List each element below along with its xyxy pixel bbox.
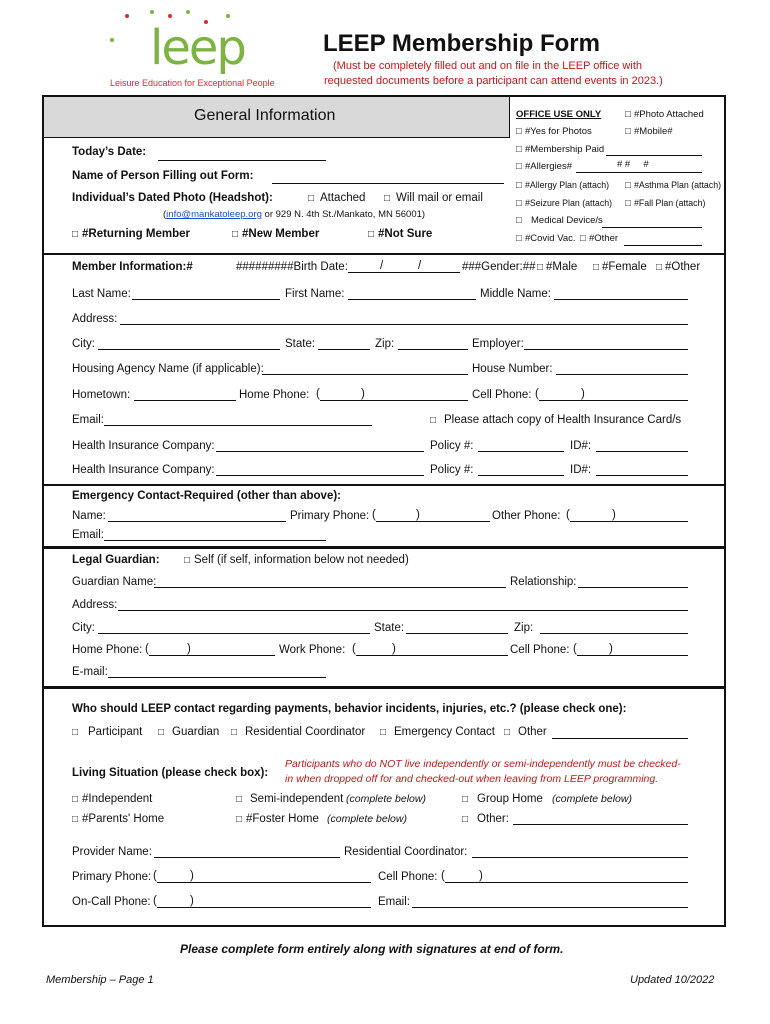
other-contact-option: Other	[518, 726, 547, 738]
person-filling-label: Name of Person Filling out Form:	[72, 170, 254, 182]
email-link[interactable]: info@mankatoleep.org	[166, 209, 262, 220]
guardian-zip-field[interactable]	[540, 633, 688, 634]
allergy-plan: #Allergy Plan (attach)	[525, 180, 610, 190]
guardian-home-paren-close: )	[187, 643, 191, 655]
fall-plan: #Fall Plan (attach)	[634, 198, 706, 208]
photo-label: Individual’s Dated Photo (Headshot):	[72, 192, 273, 204]
logo-dot	[168, 14, 172, 18]
allergies-hashes: # # #	[617, 159, 649, 170]
header-note-1: (Must be completely filled out and on file in the LEEP office with	[333, 60, 642, 72]
emergency-other-field[interactable]	[570, 521, 688, 522]
office-other: #Other	[589, 233, 619, 244]
foster-note: (complete below)	[327, 813, 407, 825]
hometown-label: Hometown:	[72, 389, 131, 401]
insurance-co-field-2[interactable]	[216, 475, 424, 476]
will-mail-label: Will mail or email	[396, 192, 483, 204]
contact-living-section	[42, 687, 726, 927]
guardian-cell-paren-open: (	[573, 643, 577, 655]
city-label: City:	[72, 338, 95, 350]
female-checkbox[interactable]: □	[593, 262, 600, 273]
independent-label: #Independent	[82, 793, 153, 805]
allergy-plan-checkbox[interactable]: □	[516, 180, 522, 191]
logo-dot	[125, 14, 129, 18]
emergency-primary-field[interactable]	[376, 521, 490, 522]
oncall-field[interactable]	[157, 907, 371, 908]
birth-date-slash-2: /	[418, 260, 422, 272]
cell-phone-field[interactable]	[539, 400, 688, 401]
mobile-checkbox[interactable]: □	[625, 126, 631, 137]
emergency-other-paren-close: )	[612, 509, 616, 521]
mobile: #Mobile#	[634, 126, 673, 137]
membership-paid-checkbox[interactable]: □	[516, 144, 522, 155]
home-phone-label: Home Phone:	[239, 389, 310, 401]
logo-word: leep	[150, 20, 245, 76]
zip-label: Zip:	[375, 338, 395, 350]
guardian-city-label: City:	[72, 622, 95, 634]
address-field[interactable]	[120, 324, 688, 325]
not-sure-checkbox[interactable]: □	[368, 229, 375, 240]
state-label: State:	[285, 338, 316, 350]
living-email-field[interactable]	[412, 907, 688, 908]
header-note-2: requested documents before a participant can attend events in 2023.)	[324, 75, 663, 87]
guardian-email-field[interactable]	[108, 677, 326, 678]
covid: #Covid Vac.	[525, 233, 576, 244]
policy-field-2[interactable]	[478, 475, 564, 476]
emergency-name-label: Name:	[72, 510, 106, 522]
res-coord-checkbox[interactable]: □	[231, 727, 238, 738]
emergency-other-paren-open: (	[566, 509, 570, 521]
first-name-label: First Name:	[285, 288, 345, 300]
birth-date-label: #########Birth Date:	[236, 261, 348, 273]
not-sure-label: #Not Sure	[378, 228, 433, 240]
home-phone-field[interactable]	[320, 400, 468, 401]
guardian-name-label: Guardian Name:	[72, 576, 157, 588]
res-coord-option: Residential Coordinator	[245, 726, 366, 738]
relationship-label: Relationship:	[510, 576, 577, 588]
emergency-primary-paren-close: )	[416, 509, 420, 521]
male-checkbox[interactable]: □	[537, 262, 544, 273]
photo-attached-checkbox[interactable]: □	[625, 109, 631, 120]
middle-name-field[interactable]	[554, 299, 688, 300]
oncall-paren-close: )	[190, 895, 194, 907]
male-label: #Male	[546, 261, 578, 273]
covid-checkbox[interactable]: □	[516, 233, 522, 244]
birth-date-slash-1: /	[380, 260, 384, 272]
guardian-state-label: State:	[374, 622, 405, 634]
last-name-field[interactable]	[132, 299, 280, 300]
policy-label-1: Policy #:	[430, 440, 474, 452]
will-mail-checkbox[interactable]: □	[384, 193, 391, 204]
relationship-field[interactable]	[578, 587, 688, 588]
house-number-field[interactable]	[556, 374, 688, 375]
hometown-field[interactable]	[134, 400, 236, 401]
emergency-primary-paren-open: (	[372, 509, 376, 521]
guardian-email-label: E-mail:	[72, 666, 108, 678]
guardian-section	[42, 547, 726, 688]
semi-checkbox[interactable]: □	[236, 794, 243, 805]
insurance-co-label-2: Health Insurance Company:	[72, 464, 215, 476]
address-label: Address:	[72, 313, 118, 325]
emergency-contact-option: Emergency Contact	[394, 726, 495, 738]
gender-label: ###Gender:##	[462, 261, 536, 273]
cell-phone-paren-open: (	[535, 388, 539, 400]
todays-date-field[interactable]	[158, 160, 326, 161]
guardian-cell-phone-field[interactable]	[577, 655, 688, 656]
id-field-2[interactable]	[596, 475, 688, 476]
parents-label: #Parents' Home	[82, 813, 165, 825]
insurance-co-field-1[interactable]	[216, 451, 424, 452]
contact-question: Who should LEEP contact regarding payments, behavior incidents, injuries, etc.? (please check one):	[72, 703, 627, 715]
living-cell-field[interactable]	[445, 882, 688, 883]
member-info-label: Member Information:#	[72, 261, 193, 273]
other-contact-checkbox[interactable]: □	[504, 727, 511, 738]
policy-label-2: Policy #:	[430, 464, 474, 476]
guardian-zip-label: Zip:	[514, 622, 534, 634]
oncall-paren-open: (	[153, 895, 157, 907]
cell-phone-paren-close: )	[581, 388, 585, 400]
insurance-co-label-1: Health Insurance Company:	[72, 440, 215, 452]
housing-label: Housing Agency Name (if applicable):	[72, 363, 264, 375]
participant-checkbox[interactable]: □	[72, 727, 79, 738]
cell-phone-label: Cell Phone:	[472, 389, 532, 401]
employer-field[interactable]	[524, 349, 688, 350]
parents-checkbox[interactable]: □	[72, 814, 79, 825]
page-number: Membership – Page 1	[46, 974, 154, 986]
guardian-heading: Legal Guardian:	[72, 554, 160, 566]
living-cell-paren-close: )	[479, 870, 483, 882]
home-phone-paren-close: )	[361, 388, 365, 400]
returning-checkbox[interactable]: □	[72, 229, 79, 240]
page-title: LEEP Membership Form	[323, 30, 600, 57]
insurance-card-checkbox[interactable]: □	[430, 415, 437, 426]
primary-phone-paren-open: (	[153, 870, 157, 882]
email-label: Email:	[72, 414, 104, 426]
photo-attached: #Photo Attached	[634, 109, 704, 120]
other-contact-field[interactable]	[552, 738, 688, 739]
semi-note: (complete below)	[346, 793, 426, 805]
policy-field-1[interactable]	[478, 451, 564, 452]
mail-address	[163, 209, 425, 220]
house-number-label: House Number:	[472, 363, 553, 375]
emergency-email-field[interactable]	[104, 540, 326, 541]
updated-date: Updated 10/2022	[630, 974, 715, 986]
employer-label: Employer:	[472, 338, 524, 350]
yes-photos-checkbox[interactable]: □	[516, 126, 522, 137]
fall-plan-checkbox[interactable]: □	[625, 198, 631, 209]
logo-dot	[110, 38, 114, 42]
primary-phone-field[interactable]	[157, 882, 371, 883]
logo-tagline: Leisure Education for Exceptional People	[110, 78, 275, 88]
other-living-checkbox[interactable]: □	[462, 814, 469, 825]
todays-date-label: Today’s Date:	[72, 146, 147, 158]
general-heading: General Information	[194, 107, 336, 124]
seizure-plan-checkbox[interactable]: □	[516, 198, 522, 209]
group-home-note: (complete below)	[552, 793, 632, 805]
office-other-field[interactable]	[624, 245, 702, 246]
new-checkbox[interactable]: □	[232, 229, 239, 240]
first-name-field[interactable]	[348, 299, 476, 300]
living-email-label: Email:	[378, 896, 410, 908]
footer-note: Please complete form entirely along with signatures at end of form.	[180, 942, 564, 956]
paren-open: (	[163, 209, 167, 220]
other-checkbox[interactable]: □	[580, 233, 586, 244]
returning-label: #Returning Member	[82, 228, 190, 240]
guardian-address-field[interactable]	[118, 610, 688, 611]
person-filling-field[interactable]	[272, 183, 504, 184]
medical-devices-checkbox[interactable]: □	[516, 215, 522, 226]
insurance-card-note: Please attach copy of Health Insurance Card/s	[444, 414, 682, 426]
birth-date-field[interactable]	[348, 272, 460, 273]
living-note-2: in when dropped off for and checked-out when leaving from LEEP programming.	[285, 773, 659, 785]
living-cell-label: Cell Phone:	[378, 871, 438, 883]
emergency-heading: Emergency Contact-Required (other than above):	[72, 490, 342, 502]
membership-paid: #Membership Paid	[525, 144, 605, 155]
logo-dot	[186, 10, 190, 14]
new-label: #New Member	[242, 228, 320, 240]
provider-field[interactable]	[154, 857, 340, 858]
logo-dot	[150, 10, 154, 14]
female-label: #Female	[602, 261, 647, 273]
guardian-state-field[interactable]	[406, 633, 508, 634]
guardian-self-checkbox[interactable]: □	[184, 555, 191, 566]
medical-devices-field[interactable]	[602, 227, 702, 228]
id-label-2: ID#:	[570, 464, 592, 476]
emergency-contact-checkbox[interactable]: □	[380, 727, 387, 738]
yes-photos: #Yes for Photos	[525, 126, 592, 137]
other-gender-checkbox[interactable]: □	[656, 262, 663, 273]
primary-phone-label: Primary Phone:	[72, 871, 152, 883]
allergies: #Allergies#	[525, 161, 572, 172]
guardian-cell-paren-close: )	[609, 643, 613, 655]
guardian-home-paren-open: (	[145, 643, 149, 655]
foster-label: #Foster Home	[246, 813, 319, 825]
res-coord-label: Residential Coordinator:	[344, 846, 468, 858]
last-name-label: Last Name:	[72, 288, 131, 300]
allergies-checkbox[interactable]: □	[516, 161, 522, 172]
group-home-checkbox[interactable]: □	[462, 794, 469, 805]
emergency-name-field[interactable]	[108, 521, 286, 522]
logo-dot	[226, 14, 230, 18]
home-phone-paren-open: (	[316, 388, 320, 400]
emergency-email-label: Email:	[72, 529, 104, 541]
seizure-plan: #Seizure Plan (attach)	[525, 198, 613, 208]
office-title: OFFICE USE ONLY	[516, 109, 602, 120]
group-home-label: Group Home	[477, 793, 543, 805]
guardian-option: Guardian	[172, 726, 220, 738]
guardian-work-phone-field[interactable]	[356, 655, 508, 656]
guardian-self-label: Self (if self, information below not needed)	[194, 554, 409, 566]
state-field[interactable]	[318, 349, 370, 350]
other-living-field[interactable]	[513, 824, 688, 825]
id-field-1[interactable]	[596, 451, 688, 452]
allergies-field[interactable]	[576, 172, 702, 173]
emergency-primary-label: Primary Phone:	[290, 510, 370, 522]
guardian-work-paren-close: )	[392, 643, 396, 655]
living-heading: Living Situation (please check box):	[72, 767, 269, 779]
address-tail: or 929 N. 4th St./Mankato, MN 56001)	[261, 209, 426, 220]
foster-checkbox[interactable]: □	[236, 814, 243, 825]
guardian-home-phone-label: Home Phone:	[72, 644, 143, 656]
emergency-other-label: Other Phone:	[492, 510, 561, 522]
attached-label: Attached	[320, 192, 366, 204]
guardian-work-phone-label: Work Phone:	[279, 644, 346, 656]
other-living-label: Other:	[477, 813, 509, 825]
guardian-name-field[interactable]	[154, 587, 506, 588]
email-field[interactable]	[104, 425, 372, 426]
asthma-plan: #Asthma Plan (attach)	[634, 180, 722, 190]
living-cell-paren-open: (	[441, 870, 445, 882]
membership-paid-field[interactable]	[606, 155, 702, 156]
zip-field[interactable]	[398, 349, 468, 350]
guardian-work-paren-open: (	[352, 643, 356, 655]
other-gender-label: #Other	[665, 261, 701, 273]
housing-field[interactable]	[262, 374, 468, 375]
city-field[interactable]	[98, 349, 280, 350]
guardian-home-phone-field[interactable]	[149, 655, 275, 656]
guardian-checkbox[interactable]: □	[158, 727, 165, 738]
participant-option: Participant	[88, 726, 143, 738]
guardian-city-field[interactable]	[98, 633, 370, 634]
semi-label: Semi-independent	[250, 793, 344, 805]
asthma-plan-checkbox[interactable]: □	[625, 180, 631, 191]
provider-label: Provider Name:	[72, 846, 152, 858]
primary-phone-paren-close: )	[190, 870, 194, 882]
guardian-address-label: Address:	[72, 599, 118, 611]
oncall-label: On-Call Phone:	[72, 896, 151, 908]
attached-checkbox[interactable]: □	[308, 193, 315, 204]
living-note-1: Participants who do NOT live independently or semi-independently must be checked-	[285, 758, 681, 770]
independent-checkbox[interactable]: □	[72, 794, 79, 805]
id-label-1: ID#:	[570, 440, 592, 452]
medical-devices: Medical Device/s	[531, 215, 603, 226]
middle-name-label: Middle Name:	[480, 288, 551, 300]
res-coord-field[interactable]	[472, 857, 688, 858]
guardian-cell-phone-label: Cell Phone:	[510, 644, 570, 656]
